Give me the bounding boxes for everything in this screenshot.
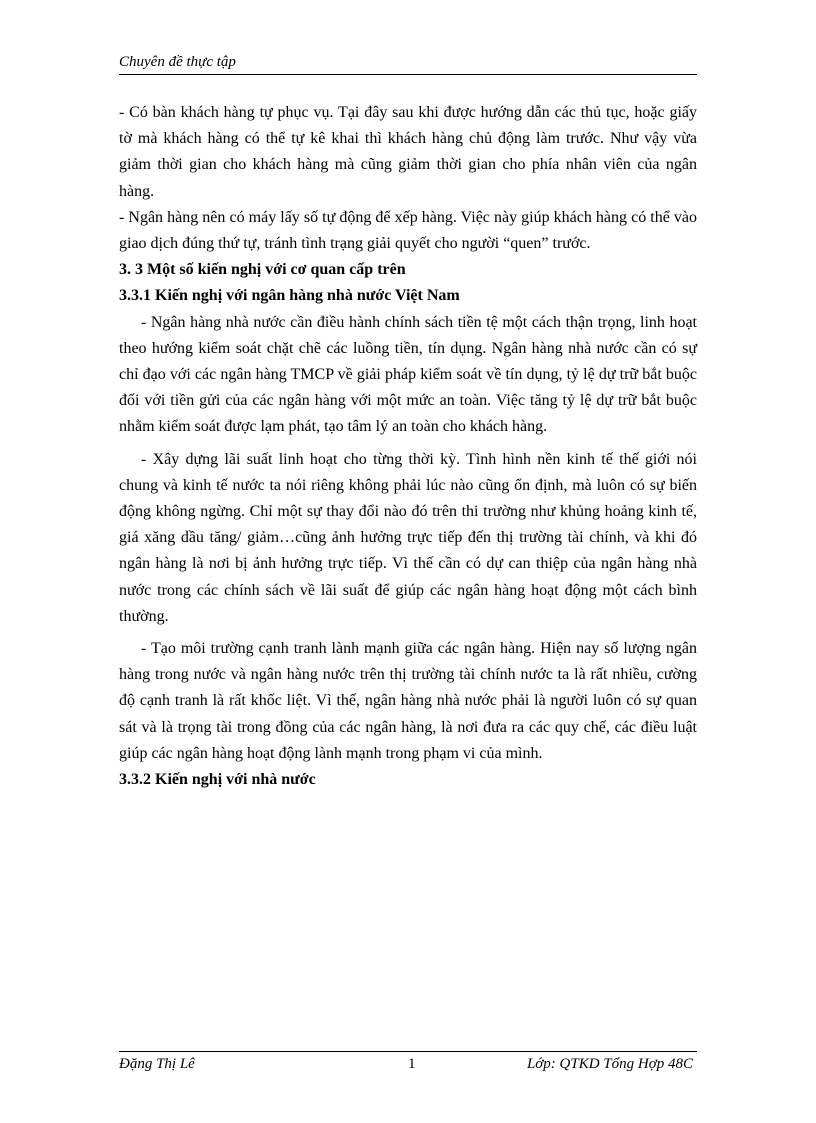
paragraph-monetary-policy: - Ngân hàng nhà nước cần điều hành chính sách tiền tệ một cách thận trọng, linh hoạt theo hướng kiểm soát chặt chẽ các luồng tiền, tín dụng. Ngân hàng nhà nước cần có sự chỉ đạo với các ngân hàng TMCP về giải pháp kiểm soát về tín dụng, tỷ lệ dự trữ bắt buộc đối với tiền gửi của các ngân hàng với một mức an toàn. Việc tăng tỷ lệ dự trữ bắt buộc nhằm kiểm soát được lạm phát, tạo tâm lý an toàn cho khách hàng. bbox=[119, 313, 697, 436]
document-body bbox=[119, 100, 697, 793]
header-divider bbox=[119, 74, 697, 75]
heading-3-3-1: 3.3.1 Kiến nghị với ngân hàng nhà nước Việt Nam bbox=[119, 287, 460, 305]
footer-divider bbox=[119, 1051, 697, 1052]
footer-page-number: 1 bbox=[408, 1056, 416, 1072]
heading-3-3: 3. 3 Một số kiến nghị với cơ quan cấp trên bbox=[119, 261, 406, 279]
page-header-title: Chuyên đề thực tập bbox=[119, 54, 236, 70]
paragraph-interest-rate: - Xây dựng lãi suất linh hoạt cho từng thời kỳ. Tình hình nền kinh tế thế giới nói chung và kinh tế nước ta nói riêng không phải lúc nào cũng ổn định, mà luôn có sự biến động không ngừng. Chỉ một sự thay đổi nào đó trên thi trường như khủng hoảng kinh tế, giá xăng dầu tăng/ giảm…cũng ảnh hưởng trực tiếp đến thị trường tài chính, và khi đó ngân hàng là nơi bị ảnh hưởng trực tiếp. Vì thế cần có dự can thiệp của ngân hàng nhà nước trong các chính sách về lãi suất để giúp các ngân hàng hoạt động một cách bình thường. bbox=[119, 450, 697, 625]
footer-author: Đặng Thị Lê bbox=[119, 1056, 195, 1072]
paragraph-self-service: - Có bàn khách hàng tự phục vụ. Tại đây sau khi được hướng dẫn các thủ tục, hoặc giấy tờ mà khách hàng có thể tự kê khai thì khách hàng chủ động làm trước. Như vậy vừa giảm thời gian cho khách hàng mà cũng giảm thời gian cho phía nhân viên của ngân hàng. bbox=[119, 104, 697, 200]
paragraph-queue-machine: - Ngân hàng nên có máy lấy số tự động để xếp hàng. Việc này giúp khách hàng có thể vào giao dịch đúng thứ tự, tránh tình trạng giải quyết cho người “quen” trước. bbox=[119, 208, 697, 253]
footer-class: Lớp: QTKD Tổng Hợp 48C bbox=[526, 1056, 693, 1072]
paragraph-competition: - Tạo môi trường cạnh tranh lành mạnh giữa các ngân hàng. Hiện nay số lượng ngân hàng trong nước và ngân hàng nước trên thị trường tài chính nước ta là rất nhiều, cường độ cạnh tranh là rất khốc liệt. Vì thế, ngân hàng nhà nước phải là người luôn có sự quan sát và là trọng tài trong đồng của các ngân hàng, là nơi đưa ra các quy chế, các điều luật giúp các ngân hàng hoạt động lành mạnh trong phạm vi của mình. bbox=[119, 640, 697, 762]
heading-3-3-2: 3.3.2 Kiến nghị với nhà nước bbox=[119, 771, 316, 789]
